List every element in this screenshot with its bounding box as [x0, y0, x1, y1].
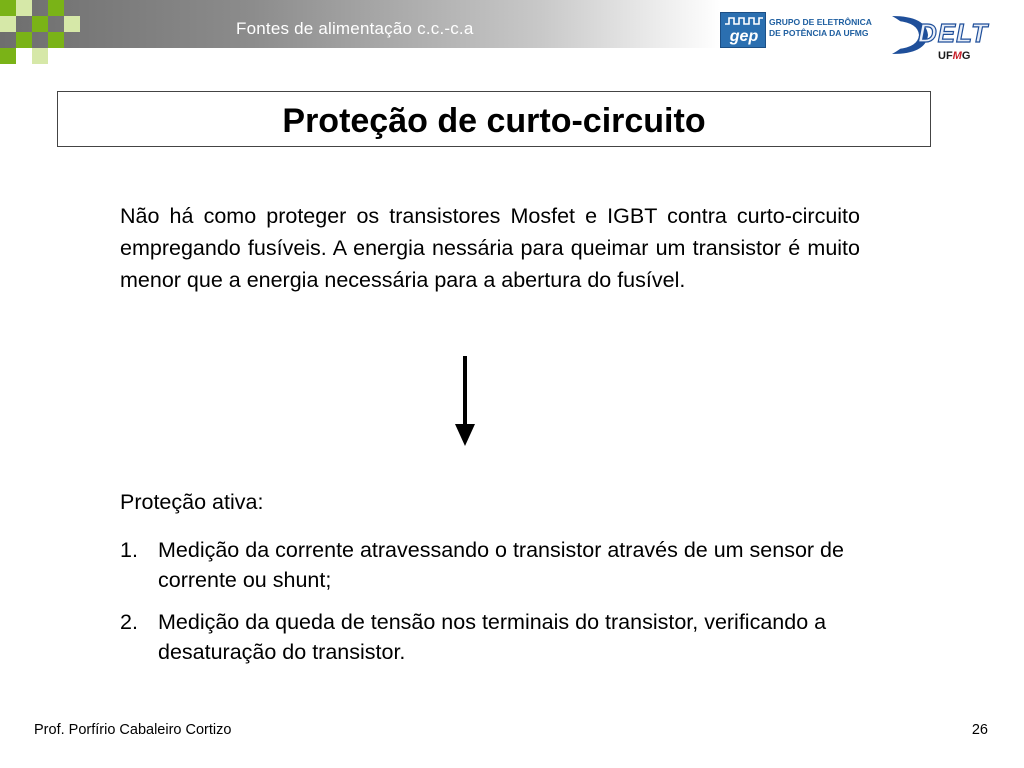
- gep-logo-caption: [769, 17, 872, 39]
- ufmg-word: [938, 50, 970, 62]
- list-item-text: Medição da corrente atravessando o transistor através de um sensor de corrente ou shunt;: [158, 538, 844, 592]
- page-number: 26: [971, 722, 988, 738]
- ufmg-m: M: [952, 50, 962, 62]
- gep-logo: [720, 12, 870, 48]
- gep-logo-word: gep: [729, 28, 759, 45]
- protection-methods-list: [120, 535, 880, 679]
- delt-word: DELT: [918, 18, 988, 48]
- checker-logo: [0, 0, 80, 70]
- body-paragraph: Não há como proteger os transistores Mosfet e IGBT contra curto-circuito empregando fusíveis. A energia nessária para queimar um transistor é muito menor que a energia necessária para a abertura do fusível.: [120, 204, 860, 292]
- slide-title: Proteção de curto-circuito: [282, 102, 706, 140]
- list-item-text: Medição da queda de tensão nos terminais do transistor, verificando a desaturação do transistor.: [158, 610, 827, 664]
- down-arrow-icon: [452, 356, 478, 448]
- list-item: [120, 607, 880, 667]
- active-protection-heading: Proteção ativa:: [120, 490, 264, 514]
- delt-logo: [884, 8, 994, 68]
- footer-author: Prof. Porfírio Cabaleiro Cortizo: [34, 722, 232, 738]
- gep-wave-icon: [725, 16, 763, 26]
- list-item: [120, 535, 880, 595]
- list-item-number: 2.: [120, 610, 138, 634]
- gep-caption-line1: GRUPO DE ELETRÔNICA: [769, 17, 872, 27]
- gep-caption-line2: DE POTÊNCIA DA UFMG: [769, 28, 869, 38]
- ufmg-suffix: G: [961, 50, 971, 62]
- title-box: [57, 91, 931, 147]
- header-title: Fontes de alimentação c.c.-c.a: [236, 19, 474, 38]
- ufmg-prefix: UF: [938, 50, 953, 62]
- list-item-number: 1.: [120, 538, 138, 562]
- gep-logo-box: [720, 12, 766, 48]
